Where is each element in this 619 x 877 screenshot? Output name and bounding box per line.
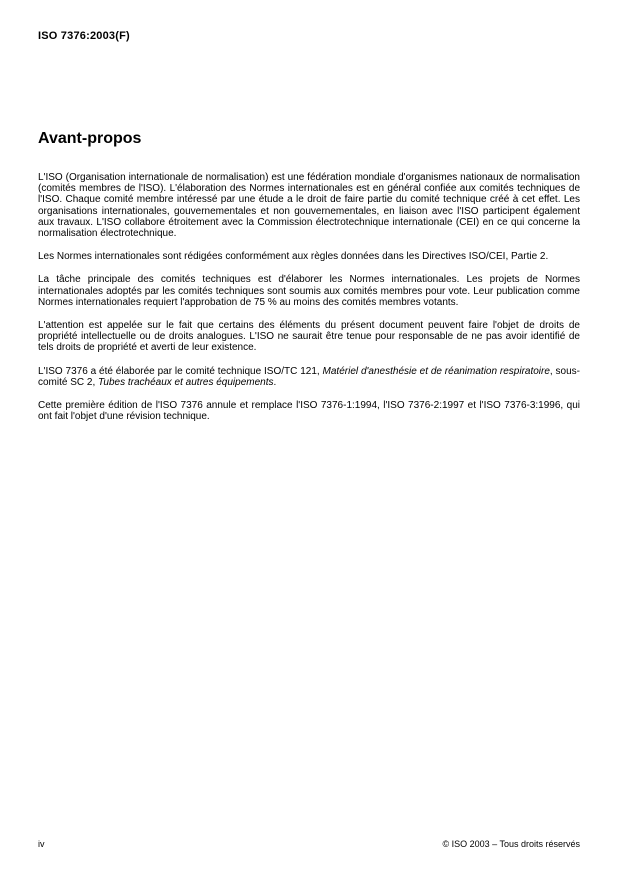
text-segment: , sous-comité SC 2,	[38, 365, 581, 388]
text-segment: .	[273, 376, 277, 388]
paragraph-iso-description: L'ISO (Organisation internationale de normalisation) est une fédération mondiale d'organismes nationaux de normalisation (comités membres de l'ISO). L'élaboration des Normes internationales est en général confiée aux comités techniques de l'ISO. Chaque comité membre intéressé par une étude a le droit de faire partie du comité technique créé à cet effet. Les organisations internationales, gouvernementales et non gouvernementales, en liaison avec l'ISO participent également aux travaux. L'ISO collabore étroitement avec la Commission électrotechnique internationale (CEI) en ce qui concerne la normalisation électrotechnique.	[38, 172, 580, 240]
subcommittee-name-italic: Tubes trachéaux et autres équipements	[98, 376, 274, 388]
paragraph-committee-origin	[38, 366, 580, 388]
paragraph-edition-note: Cette première édition de l'ISO 7376 annule et remplace l'ISO 7376-1:1994, l'ISO 7376-2:1997 et l'ISO 7376-3:1996, qui ont fait l'objet d'une révision technique.	[38, 400, 580, 423]
paragraph-committee-task: La tâche principale des comités techniques est d'élaborer les Normes internationales. Les projets de Normes internationales adoptés par les comités techniques sont soumis aux comités membres pour vote. Leur publication comme Normes internationales requiert l'approbation de 75 % au moins des comités membres votants.	[38, 274, 580, 308]
document-reference-header: ISO 7376:2003(F)	[38, 30, 130, 42]
paragraph-directives: Les Normes internationales sont rédigées conformément aux règles données dans les Directives ISO/CEI, Partie 2.	[38, 251, 549, 263]
text-segment: L'ISO 7376 a été élaborée par le comité technique ISO/TC 121,	[38, 365, 323, 377]
committee-name-italic: Matériel d'anesthésie et de réanimation respiratoire	[322, 365, 550, 377]
document-content	[38, 130, 580, 434]
section-title: Avant-propos	[38, 130, 142, 147]
page-footer	[38, 839, 580, 849]
page-number: iv	[38, 839, 45, 849]
paragraph-patent-rights: L'attention est appelée sur le fait que certains des éléments du présent document peuvent faire l'objet de droits de propriété intellectuelle ou de droits analogues. L'ISO ne saurait être tenue pour responsable de ne pas avoir identifié de tels droits de propriété et averti de leur existence.	[38, 320, 580, 354]
copyright-notice: © ISO 2003 – Tous droits réservés	[442, 839, 580, 849]
